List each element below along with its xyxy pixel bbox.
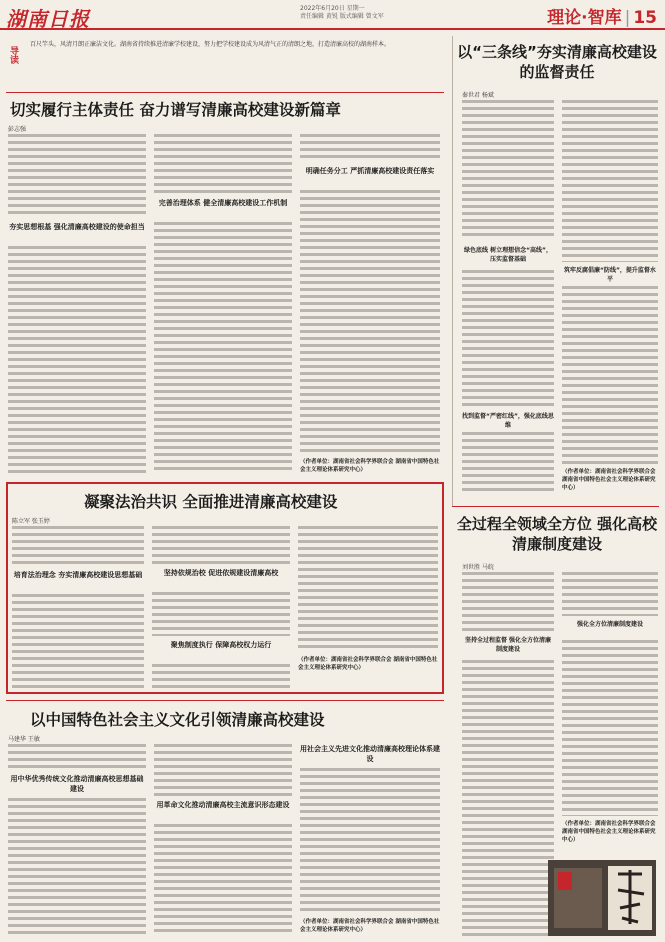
- article-2-subhead-1: 绿色底线 树立理想信念“高线”，压实监督基础: [464, 247, 552, 263]
- article-2-body-col2: [562, 100, 658, 262]
- article-5-footnote: （作者单位：湖南省社会科学界联合会 湖南省中国特色社会主义理论体系研究中心）: [300, 919, 440, 933]
- editor-note-label: 导读: [8, 46, 18, 64]
- article-3-body-col2c: [152, 664, 290, 688]
- article-3-subhead-1: 培育法治理念 夯实清廉高校建设思想基础: [13, 571, 143, 579]
- article-1-subhead-1: 夯实思想根基 强化清廉高校建设的使命担当: [9, 223, 145, 231]
- article-2-body-col3: [462, 270, 554, 408]
- article-1-body-col2b: [154, 222, 292, 474]
- article-3-byline: 陈立军 张玉婷: [12, 518, 50, 525]
- article-5-body-col3: [300, 768, 440, 914]
- article-2-title: 以“三条线”夯实清廉高校建设的监督责任: [457, 43, 657, 81]
- article-1-subhead-2: 完善治理体系 健全清廉高校建设工作机制: [158, 199, 288, 207]
- issue-date: 2022年6月20日 星期一: [300, 5, 365, 12]
- article-5-title: 以中国特色社会主义文化引领清廉高校建设: [30, 711, 325, 729]
- article-4-footnote: （作者单位：湖南省社会科学界联合会 湖南省中国特色社会主义理论体系研究中心）: [562, 821, 656, 843]
- article-1-footnote: （作者单位：湖南省社会科学界联合会 湖南省中国特色社会主义理论体系研究中心）: [300, 459, 440, 473]
- article-1-subhead-3: 明确任务分工 严抓清廉高校建设责任落实: [305, 167, 435, 175]
- article-5-subhead-2: 用革命文化推动清廉高校主流意识形态建设: [156, 801, 290, 809]
- article-5-body-col1: [8, 744, 146, 770]
- editor-note: [6, 40, 444, 90]
- article-5-body-col1b: [8, 798, 146, 936]
- article-3-body-col3: [298, 526, 438, 652]
- article-3-title: 凝聚法治共识 全面推进清廉高校建设: [84, 493, 338, 511]
- calligraphy-photo: [548, 860, 656, 936]
- section-header: 理论·智库 | 15: [547, 8, 657, 28]
- article-5-subhead-1: 用中华优秀传统文化推动清廉高校思想基础建设: [10, 775, 144, 793]
- article-4-body-col1b: [462, 660, 554, 936]
- article-2-byline: 秦世君 杨斌: [462, 92, 494, 99]
- article-1-body-col3: [300, 134, 440, 162]
- article-1-body-col1: [8, 134, 146, 216]
- article-4-title: 全过程全领域全方位 强化高校清廉制度建设: [456, 515, 658, 553]
- article-2-body-col4: [562, 286, 658, 466]
- issue-editors: 责任编辑 黄锐 版式编辑 曾文军: [300, 13, 384, 20]
- article-5-subhead-3: 用社会主义先进文化推动清廉高校理论体系建设: [300, 745, 440, 763]
- article-3-body-col1: [12, 526, 144, 566]
- editor-note-text: 百尺竿头，风清月朗正廉洁文化。湖南省持续推进清廉学校建设，努力把学校建设成为风清气正的清朗之地，打造清廉高校的湖南样本。: [30, 41, 391, 48]
- article-2-body-col5: [462, 432, 554, 494]
- article-1-body-col1b: [8, 246, 146, 474]
- article-4-byline: 刘世胜 马皖: [462, 564, 494, 571]
- article-1-byline: 彭志强: [8, 126, 27, 133]
- article-3-body-col2b: [152, 592, 290, 636]
- article-4-body-col2b: [562, 640, 658, 816]
- article-3-subhead-2: 坚持依规治校 促进依规建设清廉高校: [163, 569, 279, 577]
- article-2-subhead-2: 筑牢反腐倡廉“防线”，提升监督水平: [564, 267, 656, 283]
- article-1-body-col2: [154, 134, 292, 194]
- page-number: 15: [633, 8, 657, 28]
- article-4-body-col2: [562, 572, 658, 616]
- issue-meta: [300, 5, 450, 21]
- article-3-footnote: （作者单位：湖南省社会科学界联合会 湖南省中国特色社会主义理论体系研究中心）: [298, 657, 438, 671]
- article-1-title: 切实履行主体责任 奋力谱写清廉高校建设新篇章: [10, 101, 341, 119]
- article-5-body-col2b: [154, 824, 292, 936]
- article-2-body-col1: [462, 100, 554, 240]
- newspaper-logo: 湖南日报: [6, 7, 90, 31]
- masthead: [0, 0, 665, 30]
- article-4-subhead-2: 强化全方位清廉制度建设: [576, 621, 643, 628]
- article-4-body-col1: [462, 572, 554, 632]
- article-2-subhead-3: 找到监督“严密红线”，强化底线思维: [462, 413, 554, 429]
- article-3-body-col2: [152, 526, 290, 564]
- article-5-body-col2: [154, 744, 292, 796]
- article-1-body-col3b: [300, 190, 440, 454]
- section-title: 理论·智库: [547, 8, 622, 28]
- article-2-footnote: （作者单位：湖南省社会科学界联合会 湖南省中国特色社会主义理论体系研究中心）: [562, 469, 656, 491]
- article-5-byline: 马建华 王敏: [8, 736, 40, 743]
- article-4-subhead-1: 坚持全过程监督 强化全方位清廉制度建设: [464, 637, 552, 653]
- article-3-body-col1b: [12, 594, 144, 688]
- article-3-subhead-3: 聚焦制度执行 保障高校权力运行: [170, 641, 272, 649]
